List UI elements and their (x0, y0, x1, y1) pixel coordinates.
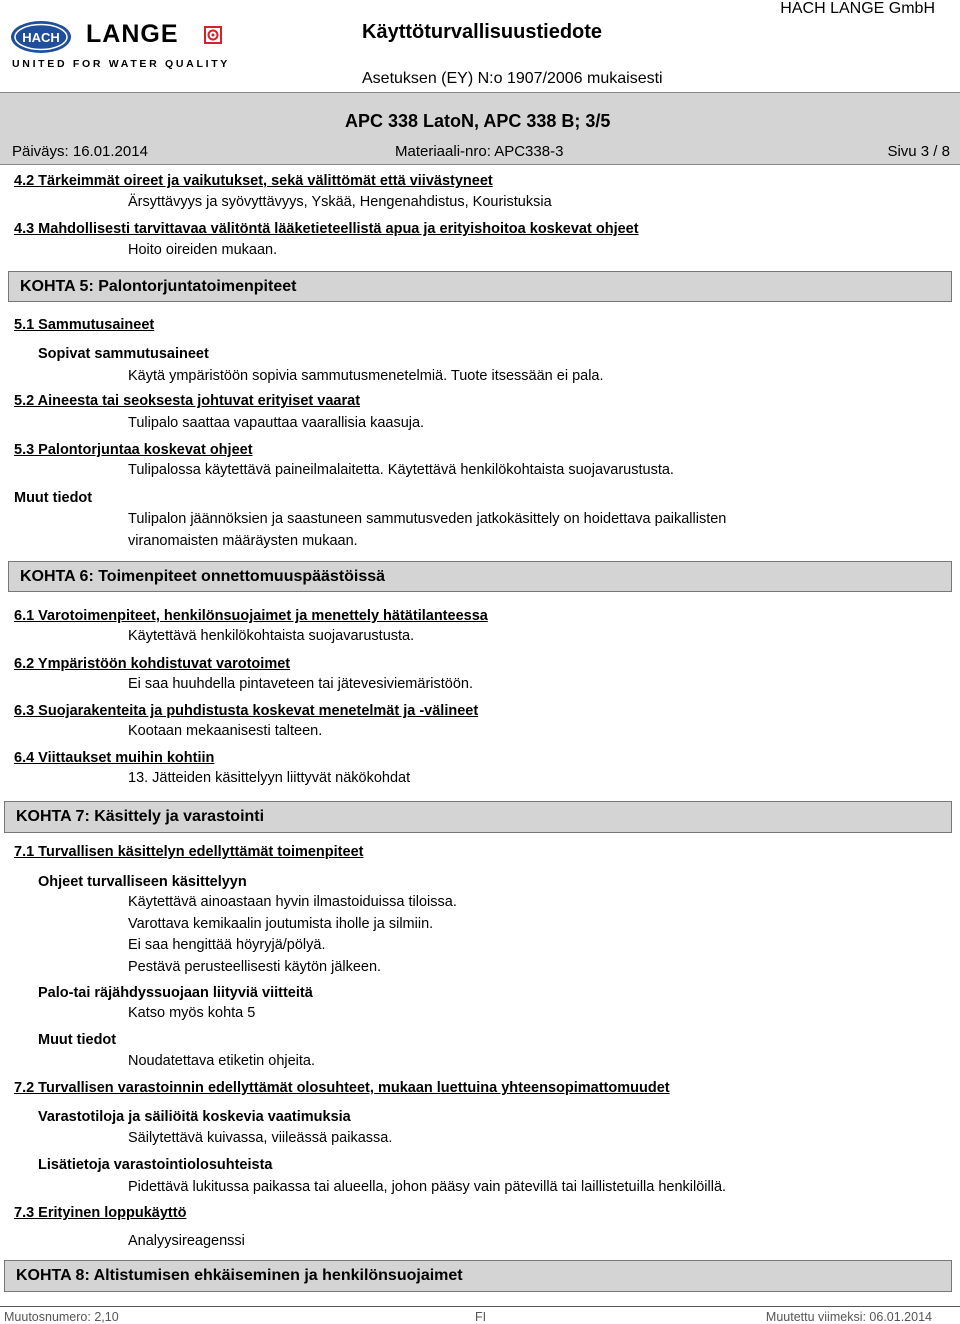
company-name: HACH LANGE GmbH (780, 0, 935, 17)
other-info-label: Muut tiedot (38, 1032, 117, 1048)
subsection-5-1-heading: 5.1 Sammutusaineet (14, 317, 155, 333)
extinguishing-media-label: Sopivat sammutusaineet (38, 346, 209, 362)
product-name: APC 338 LatoN, APC 338 B; 3/5 (345, 111, 611, 131)
safe-handling-item: Pestävä perusteellisesti käytön jälkeen. (128, 959, 382, 975)
subsection-6-1-text: Käytettävä henkilökohtaista suojavarustusta. (128, 628, 415, 644)
hach-logo-icon (10, 20, 72, 54)
safe-handling-item: Käytettävä ainoastaan hyvin ilmastoiduissa tiloissa. (128, 894, 457, 910)
issue-date: Päiväys: 16.01.2014 (12, 143, 148, 160)
storage-info-text: Pidettävä lukitussa paikassa tai alueella, johon pääsy vain pätevillä tai laillistetuilla henkilöillä. (128, 1179, 727, 1195)
hach-logo-text: HACH (22, 30, 60, 45)
subsection-6-1-heading: 6.1 Varotoimenpiteet, henkilönsuojaimet ja menettely hätätilanteessa (14, 608, 488, 624)
subsection-5-3-text: Tulipalossa käytettävä paineilmalaitetta. Käytettävä henkilökohtaista suojavarustusta. (128, 462, 674, 478)
last-modified: Muutettu viimeksi: 06.01.2014 (765, 1310, 932, 1324)
subsection-4-3-heading: 4.3 Mahdollisesti tarvittavaa välitöntä lääketieteellistä apua ja erityishoitoa koskevat ohjeet (14, 221, 639, 237)
subsection-4-3-text: Hoito oireiden mukaan. (128, 242, 278, 258)
storage-info-label: Lisätietoja varastointiolosuhteista (38, 1157, 273, 1173)
lange-mark-icon (204, 26, 222, 44)
logo-tagline: UNITED FOR WATER QUALITY (12, 58, 231, 70)
language-code: FI (475, 1310, 487, 1324)
document-title: Käyttöturvallisuustiedote (362, 21, 603, 43)
section-7-header (4, 801, 952, 833)
extinguishing-media-text: Käytä ympäristöön sopivia sammutusmenetelmiä. Tuote itsessään ei pala. (128, 368, 604, 384)
subsection-5-3-heading: 5.3 Palontorjuntaa koskevat ohjeet (14, 442, 253, 458)
subsection-6-4-text: 13. Jätteiden käsittelyyn liittyvät näkökohdat (128, 770, 411, 786)
section-8-header (4, 1260, 952, 1292)
lange-logo-text: LANGE (86, 20, 179, 48)
section-8-title: KOHTA 8: Altistumisen ehkäiseminen ja henkilönsuojaimet (16, 1267, 463, 1284)
material-number: Materiaali-nro: APC338-3 (395, 143, 564, 160)
subsection-7-3-text: Analyysireagenssi (128, 1233, 245, 1249)
revision-number: Muutosnumero: 2,10 (4, 1310, 119, 1324)
subsection-6-2-heading: 6.2 Ympäristöön kohdistuvat varotoimet (14, 656, 291, 672)
subsection-6-3-text: Kootaan mekaanisesti talteen. (128, 723, 323, 739)
safe-handling-label: Ohjeet turvalliseen käsittelyyn (38, 874, 247, 890)
subsection-4-2-text: Ärsyttävyys ja syövyttävyys, Yskää, Hengenahdistus, Kouristuksia (128, 194, 552, 210)
subsection-7-3-heading: 7.3 Erityinen loppukäyttö (14, 1205, 187, 1221)
storage-requirements-text: Säilytettävä kuivassa, viileässä paikassa. (128, 1130, 393, 1146)
other-info-text-line2: viranomaisten määräysten mukaan. (128, 533, 358, 549)
subsection-6-2-text: Ei saa huuhdella pintaveteen tai jätevesiviemäristöön. (128, 676, 473, 692)
section-7-title: KOHTA 7: Käsittely ja varastointi (16, 808, 265, 825)
subsection-7-1-heading: 7.1 Turvallisen käsittelyn edellyttämät toimenpiteet (14, 844, 364, 860)
regulation-line: Asetuksen (EY) N:o 1907/2006 mukaisesti (362, 70, 663, 87)
section-5-title: KOHTA 5: Palontorjuntatoimenpiteet (20, 277, 297, 295)
subsection-6-4-heading: 6.4 Viittaukset muihin kohtiin (14, 750, 215, 766)
subsection-5-2-heading: 5.2 Aineesta tai seoksesta johtuvat erityiset vaarat (14, 393, 361, 409)
section-6-header (8, 561, 952, 592)
section-5-header (8, 271, 952, 302)
safe-handling-item: Varottava kemikaalin joutumista iholle ja silmiin. (128, 916, 434, 932)
subsection-5-2-text: Tulipalo saattaa vapauttaa vaarallisia kaasuja. (128, 415, 425, 431)
document-footer (0, 1306, 960, 1324)
other-info-label: Muut tiedot (14, 490, 93, 506)
section-6-title: KOHTA 6: Toimenpiteet onnettomuuspäästöissä (20, 567, 386, 585)
document-header (0, 0, 960, 165)
other-info-text: Noudatettava etiketin ohjeita. (128, 1053, 316, 1069)
safe-handling-item: Ei saa hengittää höyryjä/pölyä. (128, 937, 326, 953)
subsection-4-2-heading: 4.2 Tärkeimmät oireet ja vaikutukset, sekä välittömät että viivästyneet (14, 173, 493, 189)
page-number: Sivu 3 / 8 (887, 143, 950, 160)
other-info-text-line1: Tulipalon jäännöksien ja saastuneen sammutusveden jatkokäsittely on hoidettava paikallisten (128, 511, 727, 527)
hach-lange-logo (10, 18, 231, 70)
fire-protection-text: Katso myös kohta 5 (128, 1005, 256, 1021)
subsection-7-2-heading: 7.2 Turvallisen varastoinnin edellyttämät olosuhteet, mukaan luettuina yhteensopimattomuudet (14, 1080, 670, 1096)
product-band (0, 92, 960, 165)
storage-requirements-label: Varastotiloja ja säiliöitä koskevia vaatimuksia (38, 1109, 351, 1125)
subsection-6-3-heading: 6.3 Suojarakenteita ja puhdistusta koskevat menetelmät ja -välineet (14, 703, 479, 719)
fire-protection-label: Palo-tai räjähdyssuojaan liityviä viitteitä (38, 985, 313, 1001)
